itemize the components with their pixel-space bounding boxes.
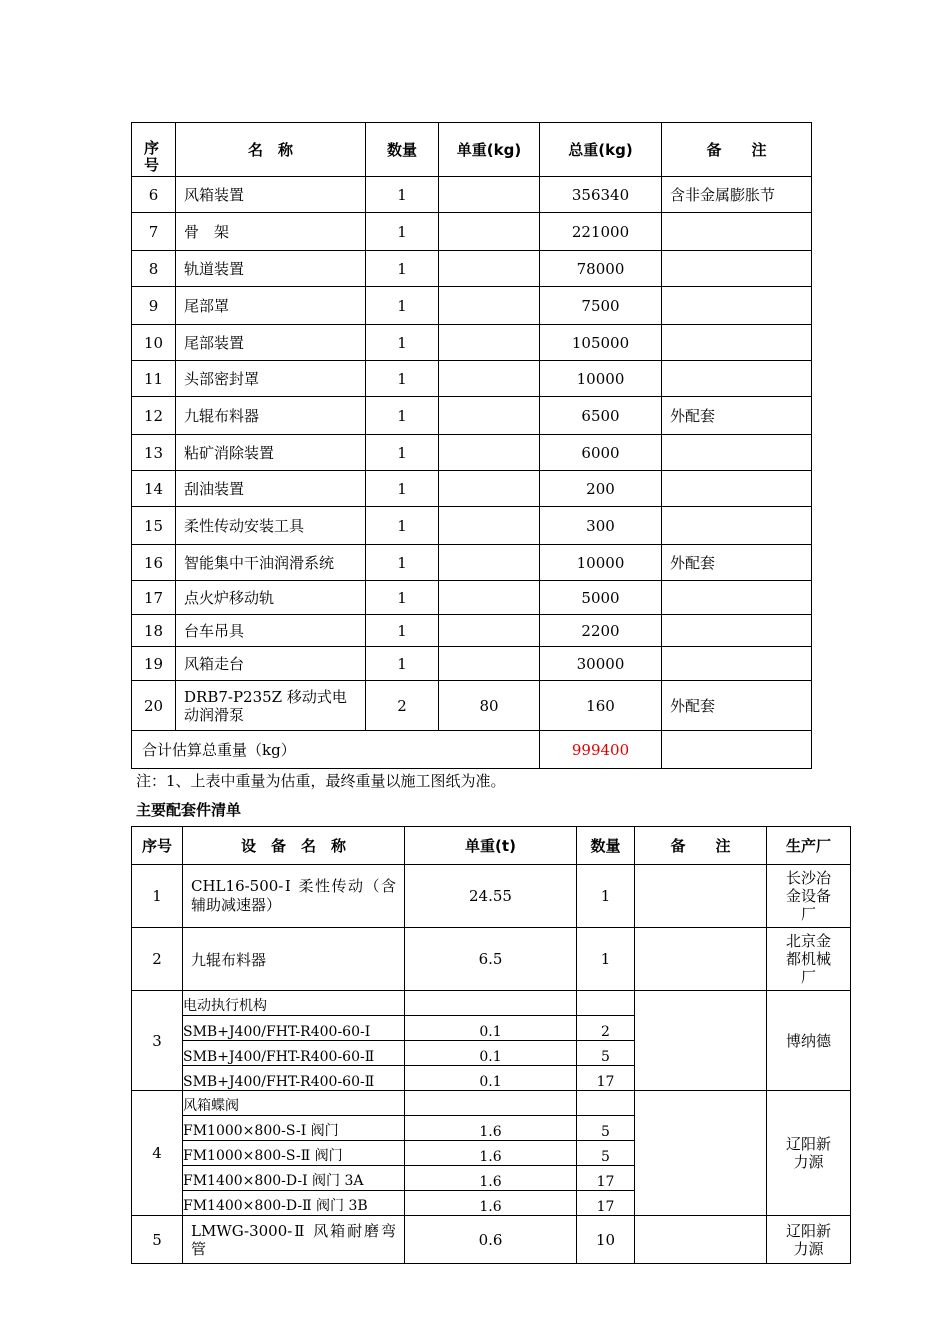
row-no: 19: [132, 647, 176, 681]
row-no: 11: [132, 361, 176, 397]
row-total-weight: 2200: [540, 615, 662, 647]
parts-row-no: 4: [132, 1091, 183, 1216]
row-qty: 1: [366, 251, 439, 287]
table-row: [132, 287, 812, 325]
row-remark: 外配套: [662, 545, 812, 581]
row-unit-weight: [439, 647, 540, 681]
row-total-weight: 6500: [540, 397, 662, 435]
item-weight: 0.1: [479, 1074, 502, 1090]
row-total-weight: 6000: [540, 435, 662, 471]
parts-table: [131, 826, 851, 1264]
row-name: 风箱走台: [176, 647, 366, 681]
item-name: FM1400×800-D-Ⅰ 阀门 3A: [183, 1166, 404, 1191]
parts-row-remark: [635, 991, 767, 1091]
item-qty: 17: [596, 1199, 615, 1215]
row-remark: [662, 435, 812, 471]
weight-table: [131, 122, 812, 769]
item-name: SMB+J400/FHT-R400-60-Ⅱ: [183, 1041, 404, 1066]
row-total-weight: 10000: [540, 361, 662, 397]
row-unit-weight: [439, 287, 540, 325]
parts-row-weight: 6.5: [405, 928, 577, 991]
table-row: [132, 251, 812, 287]
parts-row-1: [132, 865, 851, 928]
parts-row-qty-stack: [577, 1091, 635, 1216]
item-weight: 1.6: [405, 1141, 576, 1166]
row-unit-weight: 80: [439, 681, 540, 731]
table-row: [132, 213, 812, 251]
parts-row-weight-stack: [405, 991, 577, 1091]
parts-row-remark: [635, 928, 767, 991]
row-no: 6: [132, 177, 176, 213]
parts-row-name: CHL16-500-Ⅰ 柔性传动（含辅助减速器）: [183, 865, 405, 928]
row-no: 12: [132, 397, 176, 435]
row-unit-weight: [439, 507, 540, 545]
row-total-weight: 160: [540, 681, 662, 731]
row-total-weight: 105000: [540, 325, 662, 361]
row-qty: 1: [366, 213, 439, 251]
parts-row-name: LMWG-3000-Ⅱ 风箱耐磨弯管: [183, 1216, 405, 1264]
row-no: 18: [132, 615, 176, 647]
row-name: 智能集中干油润滑系统: [176, 545, 366, 581]
parts-col-maker: 生产厂: [767, 827, 851, 865]
row-unit-weight: [439, 471, 540, 507]
row-unit-weight: [439, 581, 540, 615]
row-total-weight: 10000: [540, 545, 662, 581]
parts-row-maker: 博纳德: [767, 991, 851, 1091]
parts-row-no: 3: [132, 991, 183, 1091]
row-qty: 1: [366, 287, 439, 325]
row-remark: [662, 361, 812, 397]
item-weight: 0.1: [405, 1016, 576, 1041]
table-row: [132, 471, 812, 507]
row-qty: 1: [366, 507, 439, 545]
row-total-weight: 356340: [540, 177, 662, 213]
parts-row-maker: 辽阳新力源: [767, 1091, 851, 1216]
footnote: 注：1、上表中重量为估重，最终重量以施工图纸为准。: [136, 772, 506, 790]
row-total-weight: 5000: [540, 581, 662, 615]
row-total-weight: 200: [540, 471, 662, 507]
parts-col-qty: 数量: [577, 827, 635, 865]
row-no: 15: [132, 507, 176, 545]
row-remark: [662, 325, 812, 361]
row-unit-weight: [439, 251, 540, 287]
parts-row-maker: 北京金都机械厂: [767, 928, 851, 991]
row-name: 尾部罩: [176, 287, 366, 325]
parts-row-maker: 长沙冶金设备厂: [767, 865, 851, 928]
table-row: [132, 435, 812, 471]
row-unit-weight: [439, 615, 540, 647]
row-unit-weight: [439, 361, 540, 397]
parts-row-name-stack: [183, 991, 405, 1091]
row-no: 7: [132, 213, 176, 251]
row-unit-weight: [439, 325, 540, 361]
row-remark: 外配套: [662, 397, 812, 435]
group-label: 风箱蝶阀: [183, 1091, 404, 1116]
row-unit-weight: [439, 397, 540, 435]
item-qty: 17: [577, 1166, 634, 1191]
row-qty: 1: [366, 647, 439, 681]
item-qty: 5: [577, 1041, 634, 1066]
row-remark: [662, 581, 812, 615]
row-remark: [662, 213, 812, 251]
row-qty: 1: [366, 435, 439, 471]
section-title: 主要配套件清单: [136, 801, 242, 819]
row-total-weight: 300: [540, 507, 662, 545]
parts-row-weight: 0.6: [405, 1216, 577, 1264]
row-qty: 1: [366, 545, 439, 581]
item-weight: 1.6: [405, 1166, 576, 1191]
row-qty: 1: [366, 361, 439, 397]
total-row: [132, 731, 812, 769]
col-header-no: 序 号: [132, 123, 176, 177]
row-remark: [662, 507, 812, 545]
row-total-weight: 221000: [540, 213, 662, 251]
col-header-qty: 数量: [366, 123, 439, 177]
item-name: FM1000×800-S-Ⅰ 阀门: [183, 1116, 404, 1141]
total-value: 999400: [540, 731, 662, 769]
row-name: 风箱装置: [176, 177, 366, 213]
item-qty: 17: [596, 1074, 615, 1090]
parts-header-row: [132, 827, 851, 865]
parts-row-weight-stack: [405, 1091, 577, 1216]
parts-col-no: 序号: [132, 827, 183, 865]
row-name: 尾部装置: [176, 325, 366, 361]
total-label: 合计估算总重量（kg）: [132, 731, 540, 769]
parts-row-name-stack: [183, 1091, 405, 1216]
table-row: [132, 581, 812, 615]
row-remark: [662, 251, 812, 287]
table-row: [132, 507, 812, 545]
row-total-weight: 30000: [540, 647, 662, 681]
col-header-unit-weight: 单重(kg): [439, 123, 540, 177]
parts-row-no: 1: [132, 865, 183, 928]
parts-col-weight: 单重(t): [405, 827, 577, 865]
parts-row-2: [132, 928, 851, 991]
parts-row-3: [132, 991, 851, 1091]
row-name: 粘矿消除装置: [176, 435, 366, 471]
row-no: 13: [132, 435, 176, 471]
table-row: [132, 325, 812, 361]
row-qty: 1: [366, 615, 439, 647]
item-name: SMB+J400/FHT-R400-60-Ⅱ: [183, 1074, 375, 1090]
total-remark: [662, 731, 812, 769]
parts-row-qty-stack: [577, 991, 635, 1091]
item-qty: 5: [577, 1116, 634, 1141]
parts-row-no: 2: [132, 928, 183, 991]
row-no: 17: [132, 581, 176, 615]
parts-row-qty: 10: [577, 1216, 635, 1264]
parts-col-name: 设 备 名 称: [183, 827, 405, 865]
row-qty: 1: [366, 397, 439, 435]
row-name: 骨 架: [176, 213, 366, 251]
item-name: SMB+J400/FHT-R400-60-Ⅰ: [183, 1016, 404, 1041]
row-remark: [662, 647, 812, 681]
table-row: [132, 681, 812, 731]
item-weight: 1.6: [479, 1199, 502, 1215]
row-no: 16: [132, 545, 176, 581]
row-name: 轨道装置: [176, 251, 366, 287]
row-name: 台车吊具: [176, 615, 366, 647]
row-no: 10: [132, 325, 176, 361]
parts-row-qty: 1: [577, 928, 635, 991]
parts-row-maker: 辽阳新力源: [767, 1216, 851, 1264]
row-remark: [662, 615, 812, 647]
parts-row-name: 九辊布料器: [183, 928, 405, 991]
row-no: 20: [132, 681, 176, 731]
parts-row-remark: [635, 865, 767, 928]
parts-row-qty: 1: [577, 865, 635, 928]
row-unit-weight: [439, 545, 540, 581]
row-qty: 1: [366, 177, 439, 213]
table-row: [132, 361, 812, 397]
table-row: [132, 647, 812, 681]
col-header-name: 名 称: [176, 123, 366, 177]
parts-row-remark: [635, 1216, 767, 1264]
row-name: 九辊布料器: [176, 397, 366, 435]
parts-row-remark: [635, 1091, 767, 1216]
group-label: 电动执行机构: [183, 991, 404, 1016]
row-qty: 1: [366, 325, 439, 361]
row-unit-weight: [439, 177, 540, 213]
row-qty: 2: [366, 681, 439, 731]
row-name: 头部密封罩: [176, 361, 366, 397]
row-remark: [662, 471, 812, 507]
col-header-total-weight: 总重(kg): [540, 123, 662, 177]
col-header-remark: 备 注: [662, 123, 812, 177]
item-qty: 2: [577, 1016, 634, 1041]
row-qty: 1: [366, 471, 439, 507]
row-remark: 外配套: [662, 681, 812, 731]
table-row: [132, 177, 812, 213]
parts-row-weight: 24.55: [405, 865, 577, 928]
item-name: FM1000×800-S-Ⅱ 阀门: [183, 1141, 404, 1166]
row-no: 14: [132, 471, 176, 507]
row-name: 刮油装置: [176, 471, 366, 507]
item-weight: 1.6: [405, 1116, 576, 1141]
row-unit-weight: [439, 213, 540, 251]
row-name: 点火炉移动轨: [176, 581, 366, 615]
row-no: 8: [132, 251, 176, 287]
table-row: [132, 397, 812, 435]
parts-row-4: [132, 1091, 851, 1216]
row-total-weight: 7500: [540, 287, 662, 325]
table-row: [132, 615, 812, 647]
item-name: FM1400×800-D-Ⅱ 阀门 3B: [183, 1198, 368, 1214]
row-unit-weight: [439, 435, 540, 471]
parts-row-no: 5: [132, 1216, 183, 1264]
row-name: DRB7-P235Z 移动式电动润滑泵: [176, 681, 366, 731]
row-name: 柔性传动安装工具: [176, 507, 366, 545]
table-header-row: [132, 123, 812, 177]
row-no: 9: [132, 287, 176, 325]
row-remark: 含非金属膨胀节: [662, 177, 812, 213]
table-row: [132, 545, 812, 581]
parts-col-remark: 备 注: [635, 827, 767, 865]
row-qty: 1: [366, 581, 439, 615]
row-total-weight: 78000: [540, 251, 662, 287]
item-weight: 0.1: [405, 1041, 576, 1066]
item-qty: 5: [577, 1141, 634, 1166]
row-remark: [662, 287, 812, 325]
parts-row-5: [132, 1216, 851, 1264]
